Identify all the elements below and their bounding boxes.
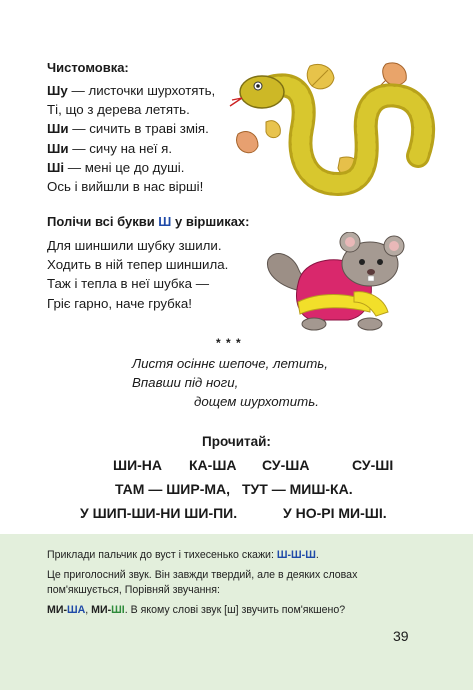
poem-3-line: дощем шурхотить. <box>194 394 319 409</box>
syllable-item: СУ-ШІ <box>352 457 394 473</box>
syllable-prefix: Шу <box>47 83 68 98</box>
syllable-item: У НО-РІ МИ-ШІ. <box>283 505 387 521</box>
poem-2-line: Гріє гарно, наче грубка! <box>47 295 192 311</box>
poem-1-line: Ші — мені це до душі. <box>47 159 185 175</box>
poem-2-line: Для шиншили шубку зшили. <box>47 238 222 253</box>
heading-read: Прочитай: <box>202 434 271 449</box>
poem-1-line: Шу — листочки шурхотять, <box>47 83 216 98</box>
poem-1-line: Ши — сичить в траві змія. <box>47 121 209 137</box>
poem-1 <box>47 81 215 196</box>
syllable-item: КА-ША <box>189 457 237 473</box>
footer-line-3: пом'якшується, Порівняй звучання: <box>47 584 220 596</box>
syllable-item: СУ-ША <box>262 457 310 473</box>
autumn-leaf-icon <box>266 121 280 138</box>
chinchilla-illustration <box>258 232 418 336</box>
poem-2-line: Таж і тепла в неї шубка — <box>47 276 210 292</box>
word-mishi: МИ-ШІ <box>91 604 125 616</box>
autumn-leaf-icon <box>307 65 334 89</box>
syllable-item: ТАМ — ШИР-МА, <box>115 481 231 497</box>
word-misha: МИ-ША <box>47 604 86 616</box>
syllable-item: ШИ-НА <box>113 457 163 473</box>
footer-line-1: Приклади пальчик до вуст і тихесенько скажи: Ш-Ш-Ш. <box>47 549 319 561</box>
syllable-item: У ШИП-ШИ-НИ ШИ-ПИ. <box>80 505 238 521</box>
letter-sh: Ш <box>158 214 172 229</box>
heading-count-letters: Полічи всі букви Ш у віршиках: <box>47 214 250 229</box>
footer-line-4: МИ-ША, МИ-ШІ. В якому слові звук [ш] звучить пом'якшено? <box>47 604 346 616</box>
poem-1-line: Ось і вийшли в нас вірші! <box>47 179 204 195</box>
heading-chystomovka: Чистомовка: <box>47 60 129 75</box>
syllable-item: ТУТ — МИШ-КА. <box>242 481 353 497</box>
page-number: 39 <box>393 628 409 644</box>
footer-line-2: Це приголосний звук. Він завжди твердий, але в деяких словах <box>47 569 358 581</box>
poem-1-line: Ши — сичу на неї я. <box>47 140 173 156</box>
poem-3-line: Впавши під ноги, <box>132 375 239 390</box>
poem-3-line: Листя осіннє шепоче, летить, <box>132 356 328 371</box>
stars-separator: * * * <box>216 336 242 350</box>
snake-illustration <box>228 58 440 198</box>
poem-2 <box>47 236 228 313</box>
poem-1-line: Ті, що з дерева летять. <box>47 102 190 118</box>
autumn-leaf-icon <box>237 132 259 153</box>
poem-2-line: Ходить в ній тепер шиншила. <box>47 257 229 273</box>
sound-sh: Ш-Ш-Ш <box>276 549 316 561</box>
